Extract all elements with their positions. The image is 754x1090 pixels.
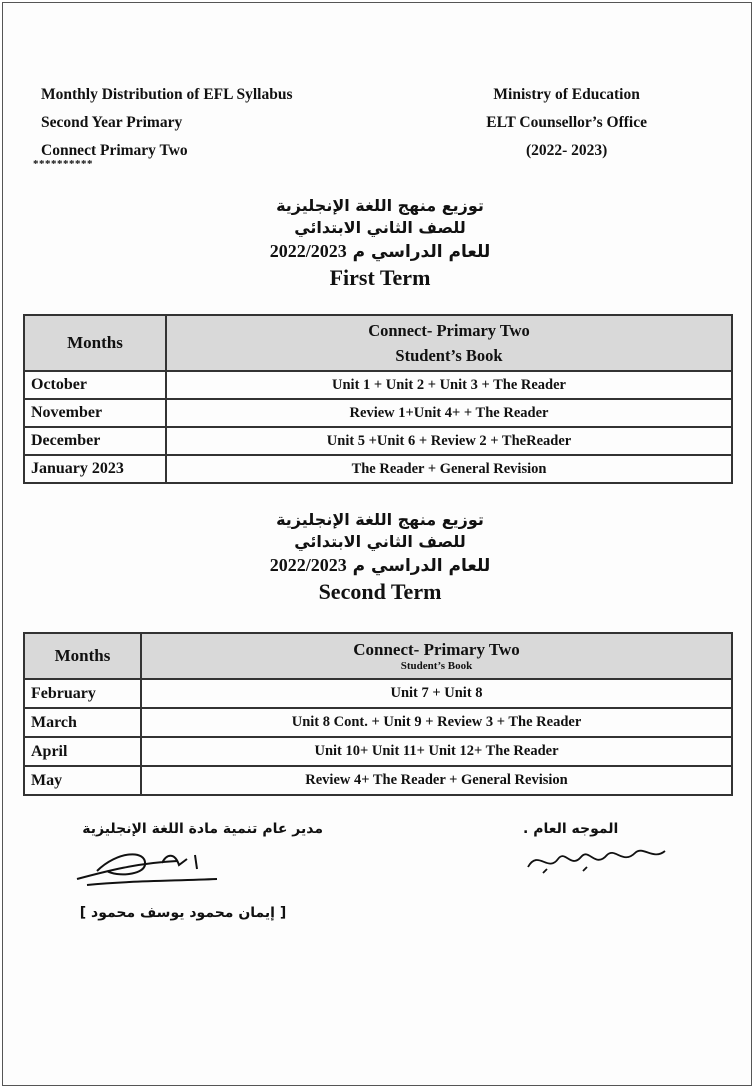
table-row <box>24 399 732 427</box>
first-term-ar-suffix: م <box>352 242 366 262</box>
first-term-heading <box>3 195 754 292</box>
month-cell: December <box>24 427 166 455</box>
col-months-header: Months <box>24 633 141 679</box>
table-header-row <box>24 633 732 679</box>
month-cell: October <box>24 371 166 399</box>
col-book-header <box>166 315 732 371</box>
content-cell: Unit 8 Cont. + Unit 9 + Review 3 + The Reader <box>141 708 732 737</box>
second-term-heading <box>3 509 754 606</box>
table-row <box>24 371 732 399</box>
second-term-table <box>23 632 733 796</box>
content-cell: Unit 5 +Unit 6 + Review 2 + TheReader <box>166 427 732 455</box>
second-term-ar-year-label: للعام الدراسي <box>371 556 491 576</box>
second-term-ar-year <box>3 553 754 578</box>
right-signature-block <box>523 821 683 879</box>
col-months-header: Months <box>24 315 166 371</box>
content-cell: Review 1+Unit 4+ + The Reader <box>166 399 732 427</box>
book-name: Connect Primary Two <box>41 142 188 159</box>
second-term-ar-title: توزيع منهج اللغة الإنجليزية <box>276 510 484 529</box>
first-term-year: 2022/2023 <box>269 241 347 261</box>
header-left <box>41 81 293 165</box>
grade-label: Second Year Primary <box>41 114 183 131</box>
first-term-table <box>23 314 733 484</box>
left-signature-block <box>43 821 323 921</box>
table-row <box>24 737 732 766</box>
col-book-line1: Connect- Primary Two <box>368 321 530 340</box>
first-term-ar-year-label: للعام الدراسي <box>371 242 491 262</box>
first-term-ar-title: توزيع منهج اللغة الإنجليزية <box>276 196 484 215</box>
first-term-ar-grade: للصف الثاني الابتدائي <box>294 218 466 237</box>
month-cell: February <box>24 679 141 708</box>
first-term-title: First Term <box>329 265 431 290</box>
second-term-title: Second Term <box>318 579 442 604</box>
month-cell: April <box>24 737 141 766</box>
content-cell: Review 4+ The Reader + General Revision <box>141 766 732 795</box>
content-cell: The Reader + General Revision <box>166 455 732 483</box>
syllabus-title: Monthly Distribution of EFL Syllabus <box>41 86 293 103</box>
col-book-line2: Student’s Book <box>395 346 503 365</box>
month-cell: January 2023 <box>24 455 166 483</box>
handwritten-signature-icon <box>67 841 227 891</box>
content-cell: Unit 1 + Unit 2 + Unit 3 + The Reader <box>166 371 732 399</box>
table-header-row <box>24 315 732 371</box>
left-signatory-title: مدير عام تنمية مادة اللغة الإنجليزية <box>82 821 323 837</box>
first-term-ar-year <box>3 239 754 264</box>
second-term-year: 2022/2023 <box>269 555 347 575</box>
month-cell: November <box>24 399 166 427</box>
month-cell: May <box>24 766 141 795</box>
month-cell: March <box>24 708 141 737</box>
ministry-label: Ministry of Education <box>493 86 640 103</box>
document-page <box>2 2 752 1086</box>
academic-year: (2022- 2023) <box>525 142 608 159</box>
left-signatory-name: [ إيمان محمود يوسف محمود ] <box>79 905 287 921</box>
header-right <box>486 81 647 165</box>
handwritten-signature-icon <box>523 839 673 879</box>
table-row <box>24 679 732 708</box>
office-label: ELT Counsellor’s Office <box>486 114 647 131</box>
col-book-header <box>141 633 732 679</box>
second-term-ar-suffix: م <box>352 556 366 576</box>
stars-divider: ********** <box>33 158 93 170</box>
table-row <box>24 708 732 737</box>
table-row <box>24 455 732 483</box>
col-book-line1: Connect- Primary Two <box>353 639 520 659</box>
content-cell: Unit 7 + Unit 8 <box>141 679 732 708</box>
table-row <box>24 766 732 795</box>
right-signatory-title: الموجه العام . <box>523 821 619 837</box>
content-cell: Unit 10+ Unit 11+ Unit 12+ The Reader <box>141 737 732 766</box>
table-row <box>24 427 732 455</box>
col-book-line2: Student’s Book <box>400 659 473 672</box>
second-term-ar-grade: للصف الثاني الابتدائي <box>294 532 466 551</box>
